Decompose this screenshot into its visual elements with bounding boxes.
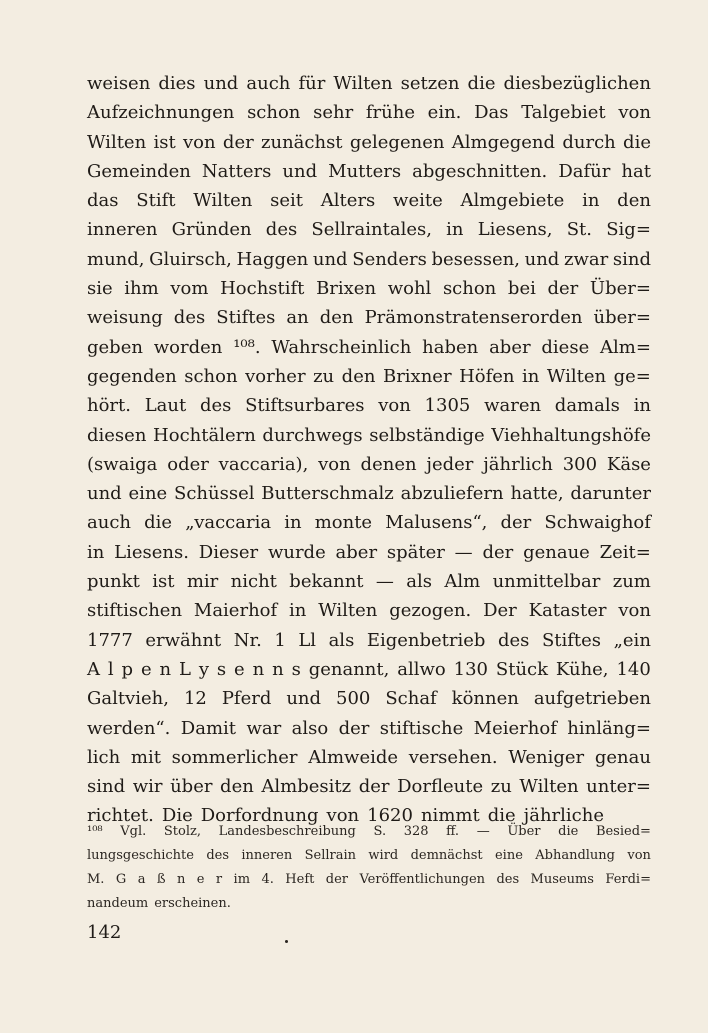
word: St. <box>566 219 593 241</box>
word: Wilten <box>87 131 147 153</box>
word: und <box>524 248 560 270</box>
text-line <box>87 69 651 98</box>
word: Landesbeschreibung <box>218 824 356 839</box>
word: Meierhof <box>473 717 557 739</box>
text-line <box>87 303 651 332</box>
word: Wahrscheinlich <box>271 336 412 358</box>
word: 300 <box>562 453 598 475</box>
word: lungsgeschichte <box>87 848 194 863</box>
word: und <box>87 483 122 505</box>
word: worden <box>153 336 223 358</box>
text-line <box>87 421 651 450</box>
text-line <box>87 538 651 567</box>
word: von <box>618 600 651 622</box>
word: und <box>282 160 318 182</box>
word: Talgebiet <box>521 102 606 124</box>
word: 500 <box>336 688 371 710</box>
word: Maierhof <box>193 600 278 622</box>
word: wir <box>132 776 163 798</box>
word: sehr <box>313 102 354 124</box>
word: s <box>216 658 227 680</box>
word: Galtvieh, <box>87 688 169 710</box>
word: Alters <box>320 190 376 212</box>
word: Brixner <box>382 365 452 387</box>
word: nimmt <box>420 805 480 827</box>
word: Viehhaltungshöfe <box>491 424 651 446</box>
word: sommerlicher <box>171 746 298 768</box>
page-number: 142 <box>87 922 122 943</box>
word: Weniger <box>508 746 585 768</box>
word: hatte, <box>510 483 564 505</box>
word: 140 <box>616 658 651 680</box>
word: versehen. <box>408 746 498 768</box>
word: der <box>325 872 349 887</box>
word: den <box>220 776 254 798</box>
word: Stolz, <box>163 824 201 839</box>
word: später <box>386 541 445 563</box>
ink-speck <box>285 940 288 943</box>
word: ist <box>152 571 175 593</box>
word: Liesens, <box>477 219 553 241</box>
word: Aufzeichnungen <box>87 102 235 124</box>
word: L <box>179 658 191 680</box>
word: zum <box>612 571 651 593</box>
word: genaue <box>523 541 590 563</box>
word: Haggen <box>236 248 309 270</box>
word: Gluirsch, <box>149 248 232 270</box>
word: weisen <box>87 73 151 94</box>
word: durchwegs <box>262 424 363 446</box>
word: des <box>265 219 298 241</box>
word: geben <box>87 336 143 358</box>
text-line <box>87 333 651 362</box>
word: Almweide <box>308 746 399 768</box>
text-line <box>87 98 651 127</box>
word: Dafür <box>558 160 611 182</box>
word: Sellrain <box>304 848 357 863</box>
word: sie <box>87 278 113 300</box>
word: der <box>482 541 514 563</box>
word: diese <box>541 336 590 358</box>
word: des <box>206 848 230 863</box>
word: jährliche <box>523 805 604 827</box>
word: war <box>246 717 282 739</box>
text-line <box>87 714 651 743</box>
word: sind <box>612 248 651 270</box>
word: von <box>378 395 411 417</box>
word: nicht <box>230 571 277 593</box>
word: schon <box>442 278 497 300</box>
word: Über= <box>589 278 651 300</box>
word: der <box>547 278 579 300</box>
word: weisung <box>87 307 163 329</box>
word: über <box>170 776 213 798</box>
word: Höfen <box>459 365 515 387</box>
word: e <box>196 872 205 887</box>
word: weite <box>393 190 443 212</box>
word: Stück <box>495 658 549 680</box>
word: durch <box>562 131 616 153</box>
word: Sig= <box>606 219 651 241</box>
word: das <box>87 190 119 212</box>
text-line <box>87 450 651 479</box>
word: haben <box>422 336 479 358</box>
word: Almgegend <box>451 131 556 153</box>
word: seit <box>270 190 304 212</box>
text-line <box>87 157 651 186</box>
word: Almgebiete <box>460 190 565 212</box>
word: eine <box>128 483 168 505</box>
word: zu <box>313 365 335 387</box>
word: des <box>173 307 206 329</box>
word: Museums <box>530 872 594 887</box>
word: Gründen <box>171 219 252 241</box>
word: abzuliefern <box>400 483 504 505</box>
word: Sellraintales, <box>311 219 432 241</box>
word: aber <box>335 541 378 563</box>
word: können <box>451 688 519 710</box>
word: wohl <box>387 278 432 300</box>
word: in <box>582 190 600 212</box>
word: werden“. <box>87 717 171 739</box>
word: und <box>312 248 348 270</box>
word: den <box>617 190 651 212</box>
word: frühe <box>365 102 415 124</box>
word: allwo <box>397 658 446 680</box>
word: erwähnt <box>145 629 222 651</box>
word: Wilten <box>318 600 378 622</box>
footnote-line <box>87 892 651 916</box>
word: Wilten <box>519 776 579 798</box>
word: und <box>286 688 322 710</box>
word: 130 <box>453 658 488 680</box>
word: „ein <box>613 629 651 651</box>
word: ¹⁰⁸ <box>87 824 103 839</box>
footnotes <box>87 820 651 916</box>
word: des <box>199 395 232 417</box>
word: ge= <box>613 365 651 387</box>
text-line <box>87 215 651 244</box>
word: 328 <box>403 824 429 839</box>
word: Nr. <box>233 629 262 651</box>
word: also <box>291 717 329 739</box>
word: die <box>144 512 173 534</box>
text-line <box>87 245 651 274</box>
word: Schaf <box>385 688 437 710</box>
word: zu <box>490 776 512 798</box>
word: stiftische <box>379 717 464 739</box>
word: selbständige <box>369 424 485 446</box>
word: an <box>286 307 309 329</box>
word: der <box>358 776 390 798</box>
word: „vaccaria <box>185 512 272 534</box>
word: Wilten <box>193 190 253 212</box>
word: von <box>618 102 651 124</box>
word: n <box>159 658 172 680</box>
word: bei <box>507 278 536 300</box>
text-line <box>87 626 651 655</box>
word: als <box>328 629 355 651</box>
text-line <box>87 743 651 772</box>
word: genannt, <box>308 658 390 680</box>
word: Senders <box>352 248 427 270</box>
word: ß <box>156 872 166 887</box>
word: für <box>298 73 326 94</box>
word: hat <box>621 160 651 182</box>
word: eine <box>494 848 523 863</box>
word: ff. <box>446 824 460 839</box>
word: Ferdi= <box>605 872 651 887</box>
word: unter= <box>586 776 651 798</box>
text-line <box>87 128 651 157</box>
word: die <box>467 73 496 94</box>
word: ein. <box>427 102 462 124</box>
word: schon <box>247 102 301 124</box>
word: e <box>234 658 245 680</box>
word: Kühe, <box>555 658 609 680</box>
word: Wilten <box>546 365 607 387</box>
word: A <box>87 658 100 680</box>
word: Dorfordnung <box>200 805 319 827</box>
word: der <box>500 512 532 534</box>
word: Besied= <box>595 824 651 839</box>
word: Stiftsurbares <box>245 395 365 417</box>
word: 4. <box>261 872 274 887</box>
word: aufgetrieben <box>533 688 651 710</box>
word: inneren <box>241 848 293 863</box>
word: n <box>176 872 186 887</box>
word: schon <box>184 365 238 387</box>
word: Liesens. <box>114 541 189 563</box>
word: nandeum <box>87 896 149 911</box>
word: Stift <box>136 190 176 212</box>
word: Almbesitz <box>261 776 352 798</box>
word: y <box>198 658 210 680</box>
word: Damit <box>180 717 237 739</box>
word: Pferd <box>221 688 272 710</box>
word: 1620 <box>367 805 413 827</box>
word: Heft <box>285 872 315 887</box>
word: Vgl. <box>120 824 147 839</box>
word: Stiftes <box>541 629 602 651</box>
text-line <box>87 655 651 684</box>
word: sind <box>87 776 126 798</box>
word: von <box>326 805 360 827</box>
word: Veröffentlichungen <box>359 872 486 887</box>
word: des <box>496 872 520 887</box>
word: in <box>284 512 302 534</box>
word: Zeit= <box>599 541 651 563</box>
word: — <box>375 571 394 593</box>
word: hinläng= <box>567 717 651 739</box>
text-line <box>87 596 651 625</box>
word: p <box>121 658 134 680</box>
text-line <box>87 362 651 391</box>
word: Alm= <box>600 336 651 358</box>
word: als <box>406 571 433 593</box>
word: den <box>341 365 376 387</box>
word: vorher <box>245 365 306 387</box>
word: mit <box>130 746 161 768</box>
word: 1 <box>274 629 286 651</box>
word: ¹⁰⁸. <box>233 336 261 358</box>
word: vom <box>170 278 209 300</box>
word: M. <box>87 872 105 887</box>
word: jeder <box>426 453 474 475</box>
word: jährlich <box>483 453 553 475</box>
word: in <box>633 395 651 417</box>
word: lich <box>87 746 121 768</box>
word: von <box>318 453 351 475</box>
word: Natters <box>201 160 272 182</box>
word: Gemeinden <box>87 160 191 182</box>
word: Eigenbetrieb <box>366 629 486 651</box>
text-line <box>87 508 651 537</box>
word: Laut <box>144 395 187 417</box>
word: l <box>107 658 114 680</box>
word: gezogen. <box>389 600 472 622</box>
word: Der <box>483 600 517 622</box>
word: inneren <box>87 219 158 241</box>
word: diesen <box>87 424 147 446</box>
word: erscheinen. <box>154 896 231 911</box>
word: über= <box>593 307 651 329</box>
word: gelegenen <box>349 131 445 153</box>
text-line <box>87 274 651 303</box>
word: Die <box>161 805 193 827</box>
word: Ll <box>298 629 317 651</box>
word: zunächst <box>261 131 343 153</box>
word: Das <box>474 102 509 124</box>
word: im <box>233 872 251 887</box>
word: genau <box>594 746 651 768</box>
word: s <box>291 658 301 680</box>
word: 1777 <box>87 629 133 651</box>
word: e <box>140 658 152 680</box>
word: n <box>272 658 284 680</box>
word: in <box>446 219 464 241</box>
word: ist <box>153 131 176 153</box>
word: — <box>454 541 473 563</box>
text-line <box>87 479 651 508</box>
word: den <box>319 307 354 329</box>
word: in <box>289 600 307 622</box>
text-line <box>87 391 651 420</box>
word: Wilten <box>333 73 393 94</box>
word: a <box>137 872 146 887</box>
word: G <box>115 872 127 887</box>
word: 12 <box>183 688 207 710</box>
word: S. <box>373 824 387 839</box>
word: Stiftes <box>216 307 276 329</box>
word: — <box>476 824 490 839</box>
word: Prämonstratenserorden <box>364 307 583 329</box>
word: Brixen <box>316 278 377 300</box>
word: unmittelbar <box>492 571 601 593</box>
word: die <box>487 805 516 827</box>
word: von <box>183 131 216 153</box>
word: mund, <box>87 248 145 270</box>
word: Schwaighof <box>544 512 651 534</box>
word: Abhandlung <box>535 848 616 863</box>
word: (swaiga <box>87 453 158 475</box>
word: aber <box>489 336 531 358</box>
word: besessen, <box>431 248 520 270</box>
word: auch <box>87 512 131 534</box>
word: damals <box>554 395 620 417</box>
word: waren <box>484 395 542 417</box>
word: Dorfleute <box>397 776 484 798</box>
word: Butterschmalz <box>261 483 394 505</box>
word: hört. <box>87 395 131 417</box>
word: von <box>627 848 651 863</box>
word: vaccaria), <box>218 453 309 475</box>
footnote-line <box>87 844 651 868</box>
word: des <box>497 629 530 651</box>
body-text <box>87 69 651 831</box>
word: darunter <box>570 483 651 505</box>
word: die <box>623 131 651 153</box>
word: Hochstift <box>220 278 305 300</box>
word: Hochtälern <box>153 424 256 446</box>
text-line <box>87 186 651 215</box>
word: dies <box>158 73 196 94</box>
word: wird <box>368 848 399 863</box>
footnote-line <box>87 868 651 892</box>
word: denen <box>360 453 417 475</box>
word: in <box>522 365 540 387</box>
word: gegenden <box>87 365 177 387</box>
word: 1305 <box>424 395 471 417</box>
word: ihm <box>124 278 159 300</box>
word: oder <box>167 453 209 475</box>
word: punkt <box>87 571 140 593</box>
word: mir <box>186 571 219 593</box>
word: der <box>338 717 370 739</box>
word: demnächst <box>410 848 483 863</box>
text-line <box>87 684 651 713</box>
word: richtet. <box>87 805 154 827</box>
word: wurde <box>267 541 326 563</box>
word: Über <box>507 824 541 839</box>
word: die <box>558 824 579 839</box>
word: Mutters <box>328 160 402 182</box>
text-line <box>87 567 651 596</box>
word: der <box>222 131 254 153</box>
word: Kataster <box>528 600 607 622</box>
word: Alm <box>444 571 481 593</box>
word: zwar <box>563 248 609 270</box>
word: stiftischen <box>87 600 183 622</box>
word: r <box>215 872 223 887</box>
word: abgeschnitten. <box>412 160 548 182</box>
word: Malusens“, <box>385 512 488 534</box>
word: setzen <box>400 73 460 94</box>
text-line <box>87 772 651 801</box>
word: auch <box>246 73 291 94</box>
word: Dieser <box>198 541 259 563</box>
word: in <box>87 541 105 563</box>
word: Käse <box>606 453 651 475</box>
footnote-line <box>87 820 651 844</box>
word: diesbezüglichen <box>503 73 651 94</box>
word: Schüssel <box>174 483 255 505</box>
word: monte <box>314 512 373 534</box>
word: bekannt <box>289 571 364 593</box>
word: n <box>252 658 265 680</box>
word: und <box>203 73 239 94</box>
